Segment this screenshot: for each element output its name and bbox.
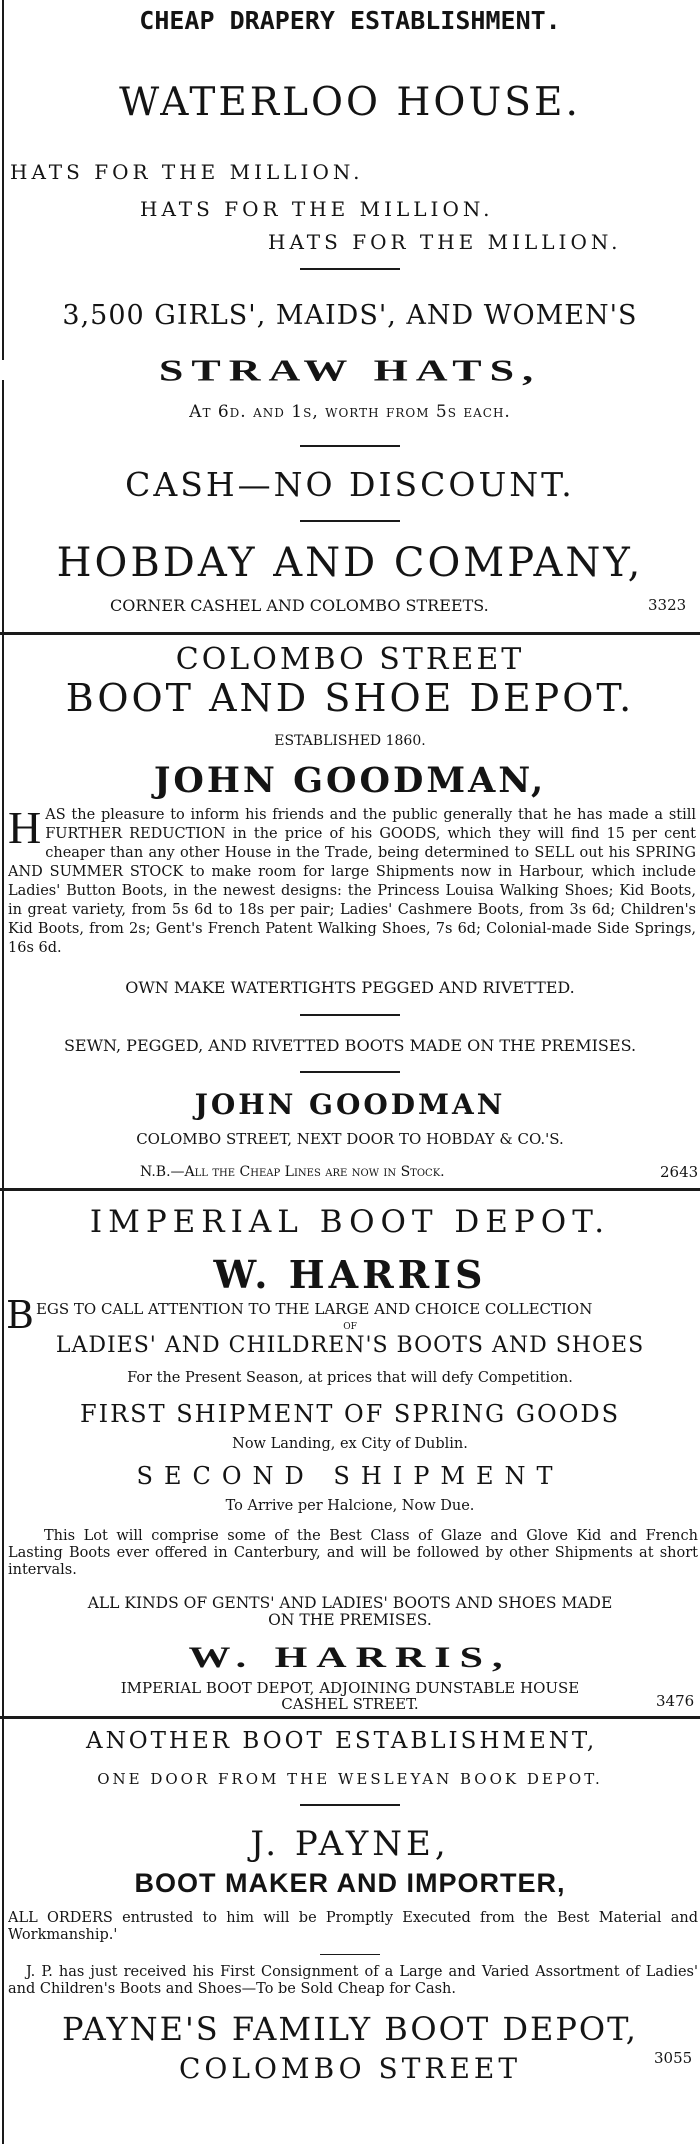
- season-line: For the Present Season, at prices that will defy Competition.: [127, 1370, 573, 1386]
- proprietor-name-footer: JOHN GOODMAN: [194, 1088, 506, 1121]
- of-line: OF: [343, 1322, 357, 1332]
- boot-shoe-depot-ad: [0, 636, 700, 1180]
- proprietor-banner: W. HARRIS,: [188, 1641, 512, 1675]
- landing-line: Now Landing, ex City of Dublin.: [232, 1436, 468, 1452]
- section-rule: [0, 1188, 700, 1191]
- hats-line-1: HATS FOR THE MILLION.: [10, 160, 364, 184]
- straw-hats-banner: STRAW HATS,: [158, 353, 542, 388]
- all-kinds-line-2: ON THE PREMISES.: [268, 1612, 432, 1629]
- drop-cap: B: [6, 1293, 34, 1337]
- lot-text: This Lot will comprise some of the Best Class of Glaze and Glove Kid and French Lasting Boots ever offered in Canterbury, and will be followed by other Shipments at short intervals.: [8, 1528, 698, 1578]
- ad-heading: CHEAP DRAPERY ESTABLISHMENT.: [139, 6, 561, 35]
- boot-maker-line: BOOT MAKER AND IMPORTER,: [134, 1868, 566, 1898]
- price-line: At 6d. and 1s, worth from 5s each.: [189, 402, 511, 422]
- orders-text: ALL ORDERS entrusted to him will be Promptly Executed from the Best Material and Workmanship.': [8, 1910, 698, 1943]
- divider: [300, 1071, 400, 1073]
- ad-number: 3055: [654, 2049, 693, 2067]
- first-shipment: FIRST SHIPMENT OF SPRING GOODS: [79, 1400, 621, 1428]
- arrive-line: To Arrive per Halcione, Now Due.: [225, 1498, 475, 1514]
- proprietor-name: W. HARRIS: [213, 1252, 487, 1297]
- depot-heading: BOOT AND SHOE DEPOT.: [65, 676, 635, 720]
- family-depot: PAYNE'S FAMILY BOOT DEPOT,: [62, 2010, 638, 2048]
- divider: [300, 520, 400, 522]
- own-make-line: OWN MAKE WATERTIGHTS PEGGED AND RIVETTED.: [125, 978, 575, 997]
- announcement-body: AS the pleasure to inform his friends and the public generally that he has made a still FURTHER REDUCTION in the price of his GOODS, which they will find 15 per cent cheaper than any other House in the Trade, being determined to SELL out his SPRING AND SUMMER STOCK to make room for large Shipments now in Harbour, which include Ladies' Button Boots, in the newest designs: the Princess Louisa Walking Shoes; Kid Boots, in great variety, from 5s 6d to 18s per pair; Ladies' Cashmere Boots, from 3s 6d; Children's Kid Boots, from 2s; Gent's French Patent Walking Shoes, 7s 6d; Colonial-made Side Springs, 16s 6d.: [8, 807, 696, 956]
- divider: [320, 1954, 380, 1955]
- another-establishment: ANOTHER BOOT ESTABLISHMENT,: [86, 1728, 598, 1754]
- address-line-1: IMPERIAL BOOT DEPOT, ADJOINING DUNSTABLE HOUSE: [120, 1680, 580, 1697]
- section-rule: [0, 1716, 700, 1719]
- shop-address: COLOMBO STREET, NEXT DOOR TO HOBDAY & CO.'S.: [136, 1130, 564, 1148]
- street-heading: COLOMBO STREET: [175, 642, 525, 677]
- section-rule: [0, 632, 700, 635]
- divider: [300, 1014, 400, 1016]
- one-door-line: ONE DOOR FROM THE WESLEYAN BOOK DEPOT.: [97, 1770, 603, 1788]
- cash-line: CASH—NO DISCOUNT.: [125, 465, 575, 504]
- begs-text: EGS TO CALL ATTENTION TO THE LARGE AND CHOICE COLLECTION: [35, 1300, 593, 1318]
- company-address: CORNER CASHEL AND COLOMBO STREETS.: [110, 596, 489, 615]
- street-line: COLOMBO STREET: [178, 2052, 522, 2085]
- payne-boot-ad: [0, 1720, 700, 2144]
- proprietor-name: JOHN GOODMAN,: [153, 760, 547, 801]
- straw-hats-count: 3,500 GIRLS', MAIDS', AND WOMEN'S: [62, 300, 638, 331]
- proprietor-name: J. PAYNE,: [250, 1824, 450, 1864]
- ad-number: 2643: [660, 1163, 699, 1181]
- second-shipment: SECOND SHIPMENT: [136, 1462, 564, 1490]
- consignment-text: J. P. has just received his First Consignment of a Large and Varied Assortment of Ladies' and Children's Boots and Shoes—To be Sold Cheap for Cash.: [8, 1964, 698, 1997]
- company-name: HOBDAY AND COMPANY,: [56, 540, 644, 586]
- sewn-line: SEWN, PEGGED, AND RIVETTED BOOTS MADE ON THE PREMISES.: [63, 1036, 637, 1055]
- ad-number: 3323: [648, 596, 687, 614]
- divider: [300, 268, 400, 270]
- divider: [300, 1804, 400, 1806]
- address-line-2: CASHEL STREET.: [281, 1696, 419, 1713]
- waterloo-house-ad: [0, 0, 700, 636]
- ladies-children-line: LADIES' AND CHILDREN'S BOOTS AND SHOES: [55, 1333, 645, 1358]
- ad-number: 3476: [656, 1692, 695, 1710]
- established: ESTABLISHED 1860.: [274, 733, 426, 749]
- hats-line-2: HATS FOR THE MILLION.: [140, 197, 494, 221]
- depot-heading: IMPERIAL BOOT DEPOT.: [89, 1204, 611, 1240]
- drop-cap: H: [8, 806, 42, 853]
- hats-line-3: HATS FOR THE MILLION.: [268, 230, 622, 254]
- nb-note: N.B.—All the Cheap Lines are now in Stock.: [140, 1164, 445, 1180]
- divider: [300, 445, 400, 447]
- announcement-text: [8, 806, 696, 966]
- imperial-boot-depot-ad: [0, 1192, 700, 1712]
- all-kinds-line-1: ALL KINDS OF GENTS' AND LADIES' BOOTS AND SHOES MADE: [87, 1595, 613, 1612]
- shop-name: WATERLOO HOUSE.: [119, 80, 581, 125]
